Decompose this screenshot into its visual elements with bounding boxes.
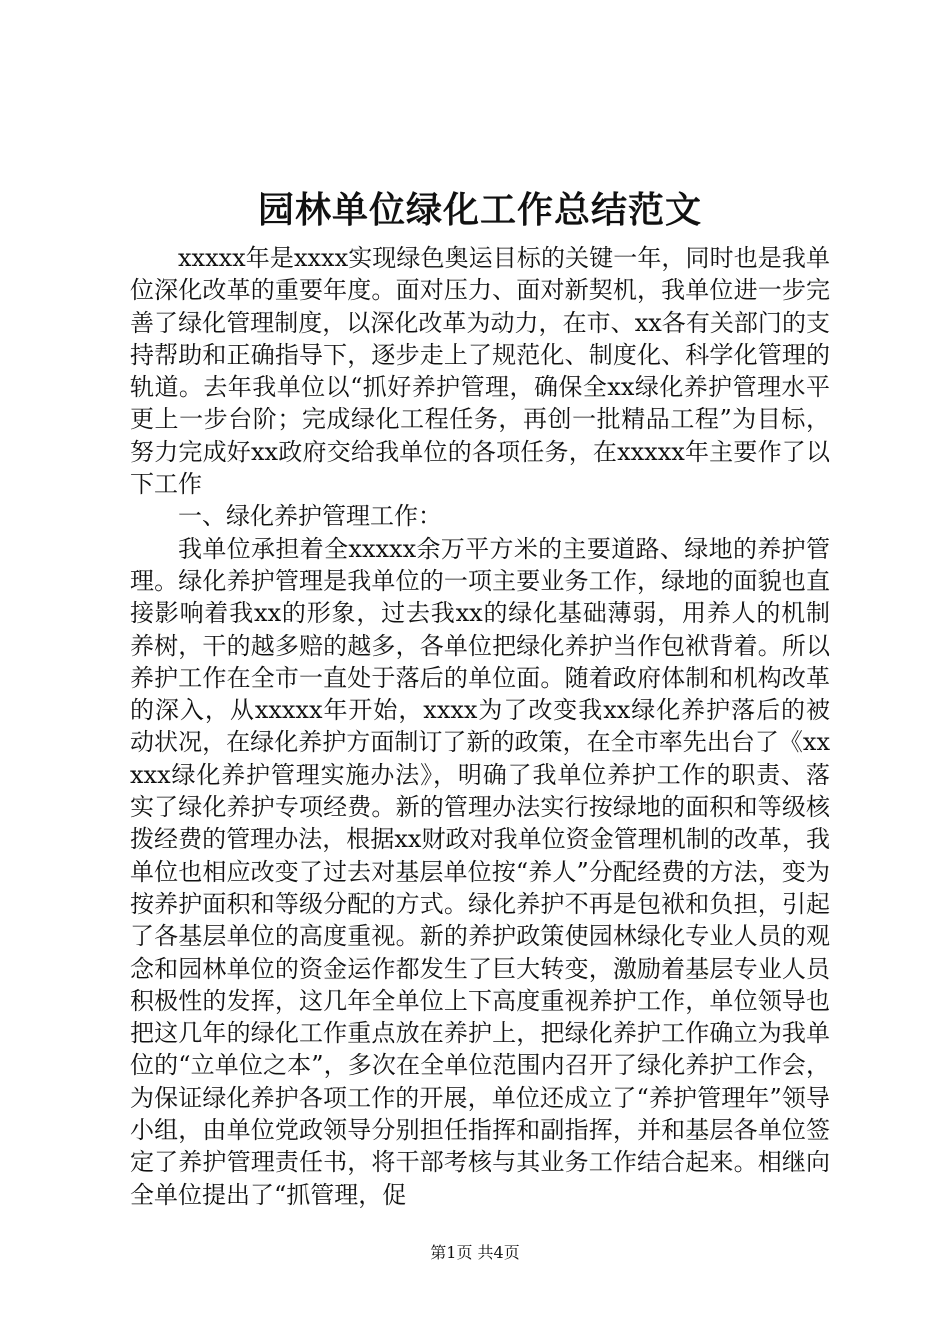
paragraph-maintenance: 我单位承担着全xxxxx余万平方米的主要道路、绿地的养护管理。绿化养护管理是我单位的一项主要业务工作，绿地的面貌也直接影响着我xx的形象，过去我xx的绿化基础薄弱，用养人的机制养树，干的越多赔的越多，各单位把绿化养护当作包袱背着。所以养护工作在全市一直处于落后的单位面。随着政府体制和机构改革的深入，从xxxxx年开始，xxxx为了改变我xx绿化养护落后的被动状况，在绿化养护方面制订了新的政策，在全市率先出台了《xxxxx绿化养护管理实施办法》，明确了我单位养护工作的职责、落实了绿化养护专项经费。新的管理办法实行按绿地的面积和等级核拨经费的管理办法，根据xx财政对我单位资金管理机制的改革，我单位也相应改变了过去对基层单位按“养人”分配经费的方法，变为按养护面积和等级分配的方式。绿化养护不再是包袱和负担，引起了各基层单位的高度重视。新的养护政策使园林绿化专业人员的观念和园林单位的资金运作都发生了巨大转变，激励着基层专业人员积极性的发挥，这几年全单位上下高度重视养护工作，单位领导也把这几年的绿化工作重点放在养护上，把绿化养护工作确立为我单位的“立单位之本”，多次在全单位范围内召开了绿化养护工作会，为保证绿化养护各项工作的开展，单位还成立了“养护管理年”领导小组，由单位党政领导分别担任指挥和副指挥，并和基层各单位签定了养护管理责任书，将干部考核与其业务工作结合起来。相继向全单位提出了“抓管理，促 bbox=[130, 534, 830, 1209]
document-title: 园林单位绿化工作总结范文 bbox=[257, 189, 702, 231]
document-page bbox=[130, 182, 830, 1211]
paragraph-intro: xxxxx年是xxxx实现绿色奥运目标的关键一年，同时也是我单位深化改革的重要年度。面对压力、面对新契机，我单位进一步完善了绿化管理制度，以深化改革为动力，在市、xx各有关部门的支持帮助和正确指导下，逐步走上了规范化、制度化、科学化管理的轨道。去年我单位以“抓好养护管理，确保全xx绿化养护管理水平更上一步台阶；完成绿化工程任务，再创一批精品工程”为目标，努力完成好xx政府交给我单位的各项任务，在xxxxx年主要作了以下工作 bbox=[130, 244, 830, 499]
section-heading-greening-maintenance: 一、绿化养护管理工作： bbox=[178, 502, 442, 531]
page-footer: 第1页 共4页 bbox=[430, 1243, 520, 1262]
